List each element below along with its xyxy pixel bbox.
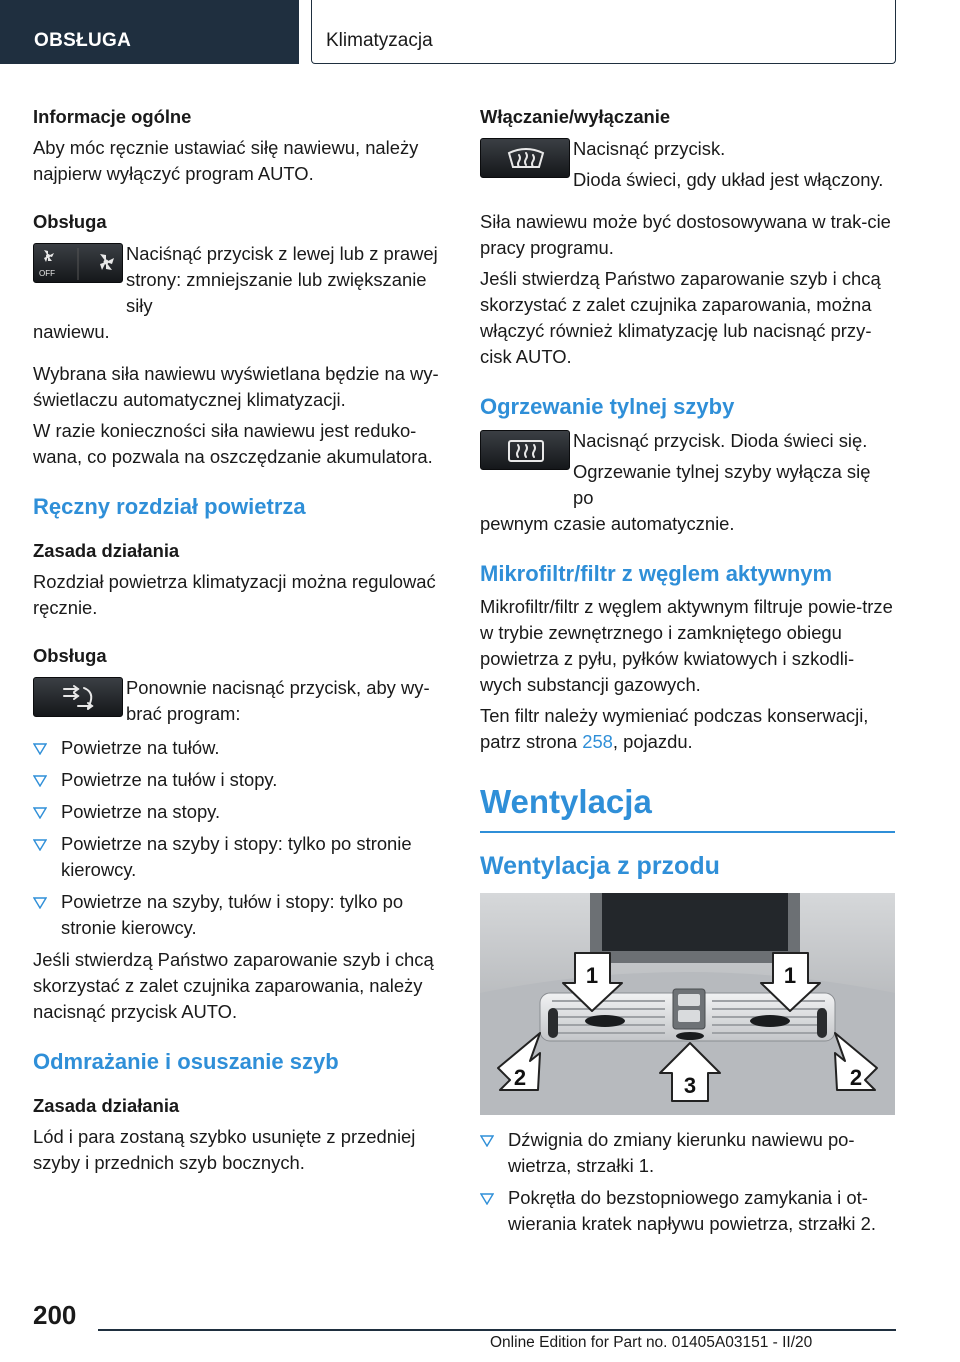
rear-defrost-button-row [480,428,895,511]
heading-wentylacja-przod: Wentylacja z przodu [480,852,720,880]
fan-speed-button-icon [33,243,123,283]
list-item: Dźwignia do zmiany kierunku nawiewu po-wietrza, strzałki 1. [480,1127,895,1179]
list-item: Powietrze na szyby, tułów i stopy: tylko po stronie kierowcy. [33,889,448,941]
list-item: Powietrze na tułów i stopy. [33,767,448,793]
fan-button-row [33,241,448,319]
list-item: Powietrze na stopy. [33,799,448,825]
arrow-label-2-left: 2 [513,1065,527,1090]
arrow-label-2-right: 2 [849,1065,863,1090]
chapter-tab [311,0,896,64]
list-item: Powietrze na tułów. [33,735,448,761]
paragraph-ogrzewanie-b: pewnym czasie automatycznie. [480,513,735,534]
heading-obsluga-fan: Obsługa [33,211,107,232]
vent-parts-list [480,1127,895,1237]
arrow-label-3: 3 [683,1073,697,1098]
right-column [480,104,895,1243]
windshield-defrost-button-icon [480,138,570,178]
arrow-label-1-right: 1 [783,963,797,988]
arrow-label-1-left: 1 [585,963,599,988]
page-number: 200 [33,1300,77,1330]
triangle-bullet-icon [33,743,47,755]
paragraph-ogrzewanie-a: Ogrzewanie tylnej szyby wyłącza się po [573,461,871,508]
paragraph-nacisnac-1: Nacisnąć przycisk. [573,138,726,159]
paragraph-jesli-right: Jeśli stwierdzą Państwo zaparowanie szyb i chcą skorzystać z zalet czujnika zaparowania, można włączyć również klimatyzację lub nacisnąć przy-cisk AUTO. [480,268,881,367]
paragraph-info: Aby móc ręcznie ustawiać siłę nawiewu, należy najpierw wyłączyć program AUTO. [33,137,419,184]
heading-odmrazanie: Odmrażanie i osuszanie szyb [33,1049,339,1074]
heading-zasada-2: Zasada działania [33,1095,180,1116]
distribution-program-list [33,735,448,941]
footer-divider [98,1329,896,1331]
rear-window-heat-button-icon [480,430,570,470]
triangle-bullet-icon [480,1135,494,1147]
paragraph-wybrana: Wybrana siła nawiewu wyświetlana będzie na wy-świetlaczu automatycznej klimatyzacji. [33,363,439,410]
triangle-bullet-icon [33,839,47,851]
left-column [33,104,448,1176]
paragraph-jesli-left: Jeśli stwierdzą Państwo zaparowanie szyb i chcą skorzystać z zalet czujnika zaparowania, należy nacisnąć przycisk AUTO. [33,949,434,1022]
paragraph-mikrofiltr: Mikrofiltr/filtr z węglem aktywnym filtruje powie-trze w trybie zewnętrznego i zamkniętego obiegu powietrza z pyłu, pyłków kwiatowych i szkodli-wych substancji gazowych. [480,596,893,695]
triangle-bullet-icon [33,807,47,819]
defrost-button-row [480,136,895,193]
heading-obsluga-distribution: Obsługa [33,645,107,666]
triangle-bullet-icon [33,897,47,909]
paragraph-fan-button: Naciśnąć przycisk z lewej lub z prawej strony: zmniejszanie lub zwiększanie siły [126,243,438,316]
page-link-258[interactable]: 258 [582,731,613,752]
paragraph-ten-filtr: Ten filtr należy wymieniać podczas konserwacji, patrz strona 258, pojazdu. [480,705,869,752]
paragraph-zasada-1: Rozdział powietrza klimatyzacji można regulować ręcznie. [33,571,436,618]
paragraph-sila: Siła nawiewu może być dostosowywana w trak-cie pracy programu. [480,211,891,258]
section-tab [0,0,299,64]
heading-wentylacja: Wentylacja [480,781,895,833]
heading-ogrzewanie: Ogrzewanie tylnej szyby [480,394,735,419]
off-label: OFF [39,269,55,278]
heading-info: Informacje ogólne [33,106,192,127]
paragraph-fan-button-cont: nawiewu. [33,321,110,342]
heading-zasada-1: Zasada działania [33,540,180,561]
edition-text: Online Edition for Part no. 01405A03151 - II/20 [490,1334,813,1351]
dashboard-illustration [480,893,895,1115]
triangle-bullet-icon [33,775,47,787]
list-item: Powietrze na szyby i stopy: tylko po stronie kierowcy. [33,831,448,883]
triangle-bullet-icon [480,1193,494,1205]
heading-mikrofiltr: Mikrofiltr/filtr z węglem aktywnym [480,561,833,586]
paragraph-razie: W razie konieczności siła nawiewu jest reduko-wana, co pozwala na oszczędzanie akumulatora. [33,420,433,467]
paragraph-dioda-1: Dioda świeci, gdy układ jest włączony. [573,169,884,190]
chapter-title: Klimatyzacja [326,30,433,51]
paragraph-distribution-button: Ponownie nacisnąć przycisk, aby wy-brać program: [126,677,430,724]
heading-reczny-rozdzial: Ręczny rozdział powietrza [33,494,306,519]
paragraph-zasada-2: Lód i para zostaną szybko usunięte z przedniej szyby i przednich szyb bocznych. [33,1126,416,1173]
list-item: Pokrętła do bezstopniowego zamykania i ot-wierania kratek napływu powietrza, strzałki 2. [480,1185,895,1237]
front-vent-photo [480,893,895,1115]
air-distribution-button-icon [33,677,123,717]
distribution-button-row [33,675,448,727]
section-title: OBSŁUGA [34,30,132,51]
heading-wlaczanie: Włączanie/wyłączanie [480,106,671,127]
paragraph-nacisnac-2: Nacisnąć przycisk. Dioda świeci się. [573,430,868,451]
